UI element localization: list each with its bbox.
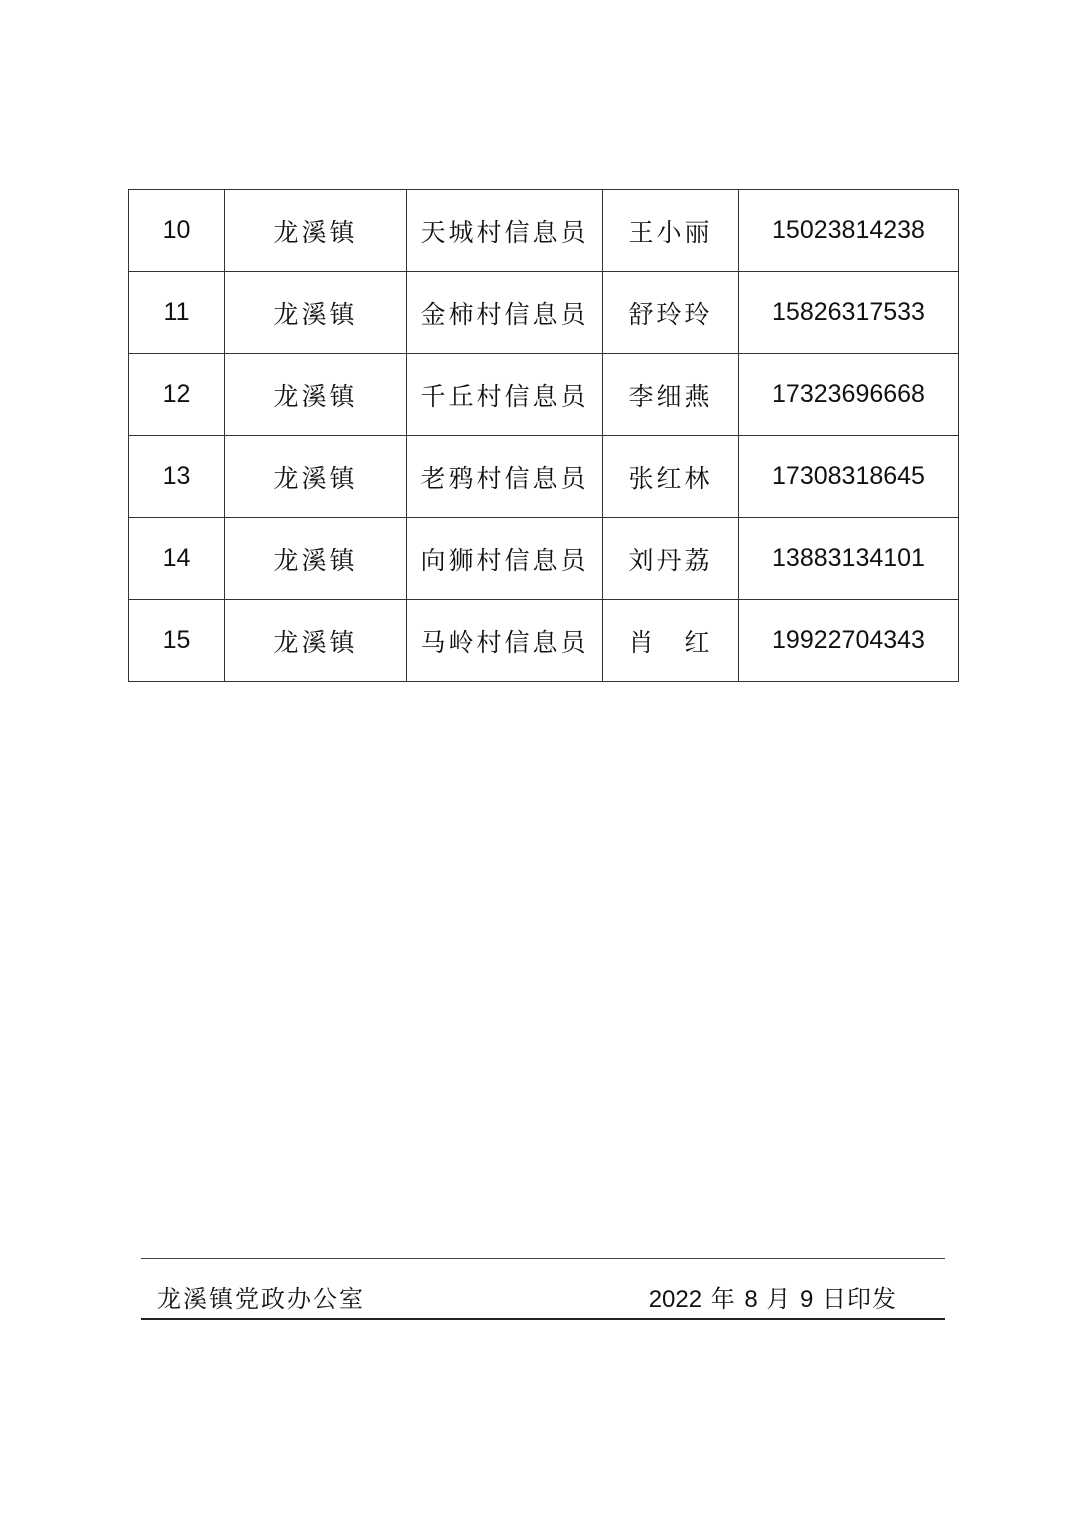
- row-number: 11: [129, 272, 225, 354]
- role-cell: 老鸦村信息员: [407, 436, 603, 518]
- date-year-suffix: 年: [710, 1285, 736, 1313]
- name-cell: 王小丽: [603, 190, 739, 272]
- role-cell: 千丘村信息员: [407, 354, 603, 436]
- role-cell: 向狮村信息员: [407, 518, 603, 600]
- issuer-label: 龙溪镇党政办公室: [157, 1285, 365, 1313]
- town-cell: 龙溪镇: [225, 354, 407, 436]
- issue-date: [649, 1279, 897, 1314]
- table-row: [129, 354, 959, 436]
- date-month: 8: [744, 1286, 758, 1313]
- town-cell: 龙溪镇: [225, 190, 407, 272]
- role-cell: 金柿村信息员: [407, 272, 603, 354]
- role-cell: 马岭村信息员: [407, 600, 603, 682]
- phone-cell: 15826317533: [739, 272, 959, 354]
- phone-cell: 13883134101: [739, 518, 959, 600]
- table-row: [129, 436, 959, 518]
- date-month-suffix: 月: [766, 1285, 792, 1313]
- table-row: [129, 272, 959, 354]
- town-cell: 龙溪镇: [225, 600, 407, 682]
- town-cell: 龙溪镇: [225, 518, 407, 600]
- name-cell: 刘丹荔: [603, 518, 739, 600]
- table-row: [129, 518, 959, 600]
- phone-cell: 17308318645: [739, 436, 959, 518]
- document-footer: [141, 1258, 945, 1320]
- row-number: 10: [129, 190, 225, 272]
- town-cell: 龙溪镇: [225, 272, 407, 354]
- date-day-suffix: 日印发: [822, 1285, 897, 1313]
- town-cell: 龙溪镇: [225, 436, 407, 518]
- name-cell: 肖 红: [603, 600, 739, 682]
- date-year: 2022: [648, 1286, 703, 1313]
- table-row: [129, 190, 959, 272]
- table-row: [129, 600, 959, 682]
- date-day: 9: [800, 1286, 814, 1313]
- phone-cell: 17323696668: [739, 354, 959, 436]
- name-cell: 张红林: [603, 436, 739, 518]
- name-cell: 舒玲玲: [603, 272, 739, 354]
- contact-table: [128, 189, 959, 682]
- name-cell: 李细燕: [603, 354, 739, 436]
- role-cell: 天城村信息员: [407, 190, 603, 272]
- phone-cell: 19922704343: [739, 600, 959, 682]
- row-number: 14: [129, 518, 225, 600]
- row-number: 15: [129, 600, 225, 682]
- phone-cell: 15023814238: [739, 190, 959, 272]
- row-number: 13: [129, 436, 225, 518]
- row-number: 12: [129, 354, 225, 436]
